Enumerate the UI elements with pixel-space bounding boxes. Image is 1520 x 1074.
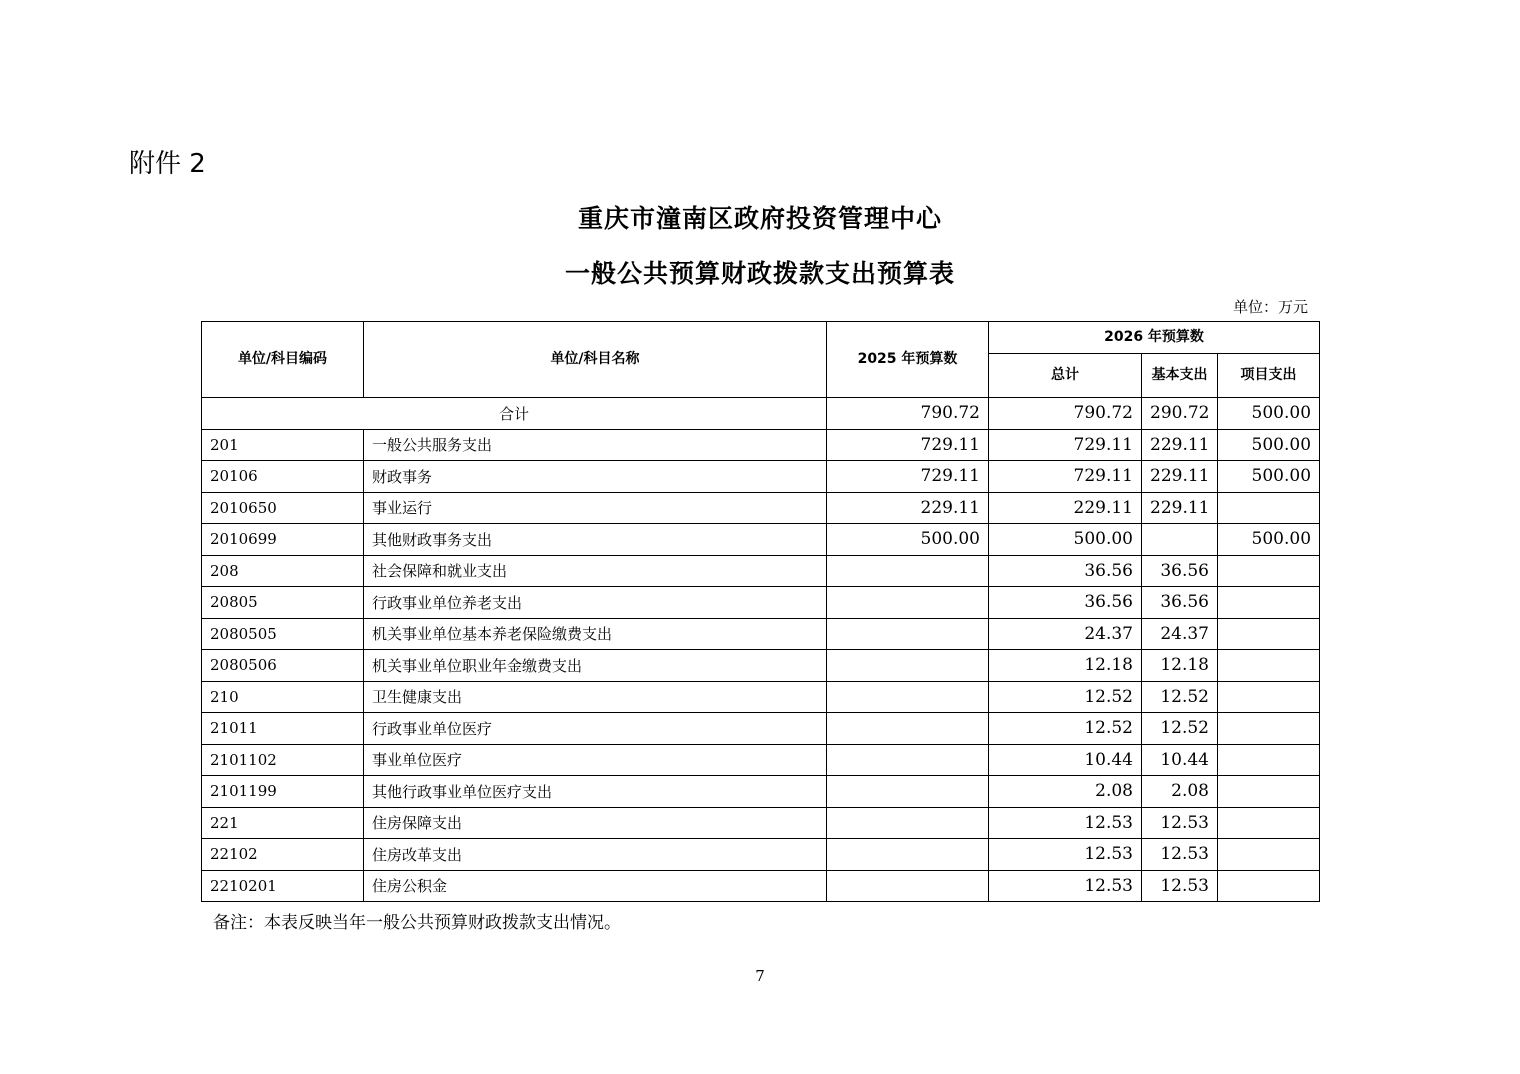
row-total: 10.44 bbox=[989, 744, 1142, 776]
row-basic bbox=[1142, 524, 1218, 556]
row-basic: 12.53 bbox=[1142, 839, 1218, 871]
table-row bbox=[202, 650, 1320, 682]
row-prev-year: 500.00 bbox=[827, 524, 989, 556]
row-basic: 229.11 bbox=[1142, 492, 1218, 524]
header-total: 总计 bbox=[989, 354, 1142, 398]
row-code: 208 bbox=[202, 555, 364, 587]
row-project bbox=[1218, 713, 1320, 745]
row-code: 20805 bbox=[202, 587, 364, 619]
row-total: 12.52 bbox=[989, 681, 1142, 713]
row-prev-year: 229.11 bbox=[827, 492, 989, 524]
row-total: 500.00 bbox=[989, 524, 1142, 556]
row-basic: 12.18 bbox=[1142, 650, 1218, 682]
row-name: 住房公积金 bbox=[364, 870, 827, 902]
row-name: 其他行政事业单位医疗支出 bbox=[364, 776, 827, 808]
total-project: 500.00 bbox=[1218, 398, 1320, 430]
row-project bbox=[1218, 681, 1320, 713]
row-basic: 10.44 bbox=[1142, 744, 1218, 776]
total-label: 合计 bbox=[202, 398, 827, 430]
table-row bbox=[202, 587, 1320, 619]
row-prev-year: 729.11 bbox=[827, 429, 989, 461]
row-basic: 229.11 bbox=[1142, 429, 1218, 461]
row-basic: 12.52 bbox=[1142, 681, 1218, 713]
row-total: 729.11 bbox=[989, 429, 1142, 461]
row-basic: 36.56 bbox=[1142, 587, 1218, 619]
row-basic: 12.53 bbox=[1142, 870, 1218, 902]
row-prev-year bbox=[827, 839, 989, 871]
row-name: 住房改革支出 bbox=[364, 839, 827, 871]
row-code: 201 bbox=[202, 429, 364, 461]
row-prev-year bbox=[827, 681, 989, 713]
table-row bbox=[202, 492, 1320, 524]
row-code: 210 bbox=[202, 681, 364, 713]
row-project bbox=[1218, 618, 1320, 650]
row-project bbox=[1218, 555, 1320, 587]
row-prev-year bbox=[827, 587, 989, 619]
row-code: 221 bbox=[202, 807, 364, 839]
row-project bbox=[1218, 744, 1320, 776]
row-project bbox=[1218, 587, 1320, 619]
table-row bbox=[202, 807, 1320, 839]
row-project bbox=[1218, 650, 1320, 682]
header-name: 单位/科目名称 bbox=[364, 322, 827, 398]
row-basic: 36.56 bbox=[1142, 555, 1218, 587]
row-total: 36.56 bbox=[989, 587, 1142, 619]
total-total: 790.72 bbox=[989, 398, 1142, 430]
total-basic: 290.72 bbox=[1142, 398, 1218, 430]
row-total: 12.53 bbox=[989, 839, 1142, 871]
header-basic: 基本支出 bbox=[1142, 354, 1218, 398]
row-code: 22102 bbox=[202, 839, 364, 871]
row-name: 其他财政事务支出 bbox=[364, 524, 827, 556]
row-project: 500.00 bbox=[1218, 429, 1320, 461]
row-total: 36.56 bbox=[989, 555, 1142, 587]
row-total: 12.53 bbox=[989, 807, 1142, 839]
row-prev-year bbox=[827, 555, 989, 587]
header-project: 项目支出 bbox=[1218, 354, 1320, 398]
row-project bbox=[1218, 839, 1320, 871]
row-project: 500.00 bbox=[1218, 461, 1320, 493]
row-basic: 12.53 bbox=[1142, 807, 1218, 839]
attachment-label: 附件 2 bbox=[129, 149, 206, 179]
row-name: 住房保障支出 bbox=[364, 807, 827, 839]
row-name: 财政事务 bbox=[364, 461, 827, 493]
row-code: 2010650 bbox=[202, 492, 364, 524]
row-name: 机关事业单位职业年金缴费支出 bbox=[364, 650, 827, 682]
row-name: 行政事业单位医疗 bbox=[364, 713, 827, 745]
row-code: 2210201 bbox=[202, 870, 364, 902]
document-title-line-1: 重庆市潼南区政府投资管理中心 bbox=[577, 204, 942, 233]
table-row bbox=[202, 524, 1320, 556]
row-total: 12.18 bbox=[989, 650, 1142, 682]
row-name: 机关事业单位基本养老保险缴费支出 bbox=[364, 618, 827, 650]
table-header bbox=[202, 322, 1320, 398]
row-code: 20106 bbox=[202, 461, 364, 493]
row-total: 12.53 bbox=[989, 870, 1142, 902]
row-prev-year bbox=[827, 807, 989, 839]
row-name: 一般公共服务支出 bbox=[364, 429, 827, 461]
row-total: 24.37 bbox=[989, 618, 1142, 650]
row-prev-year bbox=[827, 713, 989, 745]
row-total: 729.11 bbox=[989, 461, 1142, 493]
row-prev-year: 729.11 bbox=[827, 461, 989, 493]
total-row bbox=[202, 398, 1320, 430]
row-name: 卫生健康支出 bbox=[364, 681, 827, 713]
row-total: 12.52 bbox=[989, 713, 1142, 745]
row-prev-year bbox=[827, 618, 989, 650]
row-code: 21011 bbox=[202, 713, 364, 745]
row-code: 2010699 bbox=[202, 524, 364, 556]
row-basic: 12.52 bbox=[1142, 713, 1218, 745]
table-row bbox=[202, 713, 1320, 745]
row-code: 2101199 bbox=[202, 776, 364, 808]
total-prev: 790.72 bbox=[827, 398, 989, 430]
table-row bbox=[202, 776, 1320, 808]
row-basic: 24.37 bbox=[1142, 618, 1218, 650]
header-code: 单位/科目编码 bbox=[202, 322, 364, 398]
table-row bbox=[202, 429, 1320, 461]
row-total: 2.08 bbox=[989, 776, 1142, 808]
row-basic: 2.08 bbox=[1142, 776, 1218, 808]
row-prev-year bbox=[827, 870, 989, 902]
row-name: 事业单位医疗 bbox=[364, 744, 827, 776]
table-row bbox=[202, 461, 1320, 493]
row-code: 2101102 bbox=[202, 744, 364, 776]
table-row bbox=[202, 744, 1320, 776]
budget-table bbox=[201, 321, 1320, 902]
header-prev-year: 2025 年预算数 bbox=[827, 322, 989, 398]
document-title-line-2: 一般公共预算财政拨款支出预算表 bbox=[564, 259, 955, 288]
row-basic: 229.11 bbox=[1142, 461, 1218, 493]
row-total: 229.11 bbox=[989, 492, 1142, 524]
table-row bbox=[202, 681, 1320, 713]
header-current-year: 2026 年预算数 bbox=[989, 322, 1320, 354]
table-row bbox=[202, 555, 1320, 587]
row-name: 社会保障和就业支出 bbox=[364, 555, 827, 587]
unit-label: 单位：万元 bbox=[1232, 298, 1308, 316]
row-project bbox=[1218, 870, 1320, 902]
row-code: 2080506 bbox=[202, 650, 364, 682]
row-prev-year bbox=[827, 744, 989, 776]
table-body bbox=[202, 398, 1320, 902]
page-number: 7 bbox=[755, 967, 765, 985]
row-project bbox=[1218, 807, 1320, 839]
row-code: 2080505 bbox=[202, 618, 364, 650]
row-project bbox=[1218, 492, 1320, 524]
table-row bbox=[202, 618, 1320, 650]
row-name: 行政事业单位养老支出 bbox=[364, 587, 827, 619]
table-note: 备注：本表反映当年一般公共预算财政拨款支出情况。 bbox=[213, 913, 621, 933]
table-row bbox=[202, 870, 1320, 902]
row-prev-year bbox=[827, 650, 989, 682]
row-project bbox=[1218, 776, 1320, 808]
row-name: 事业运行 bbox=[364, 492, 827, 524]
row-project: 500.00 bbox=[1218, 524, 1320, 556]
table-row bbox=[202, 839, 1320, 871]
row-prev-year bbox=[827, 776, 989, 808]
